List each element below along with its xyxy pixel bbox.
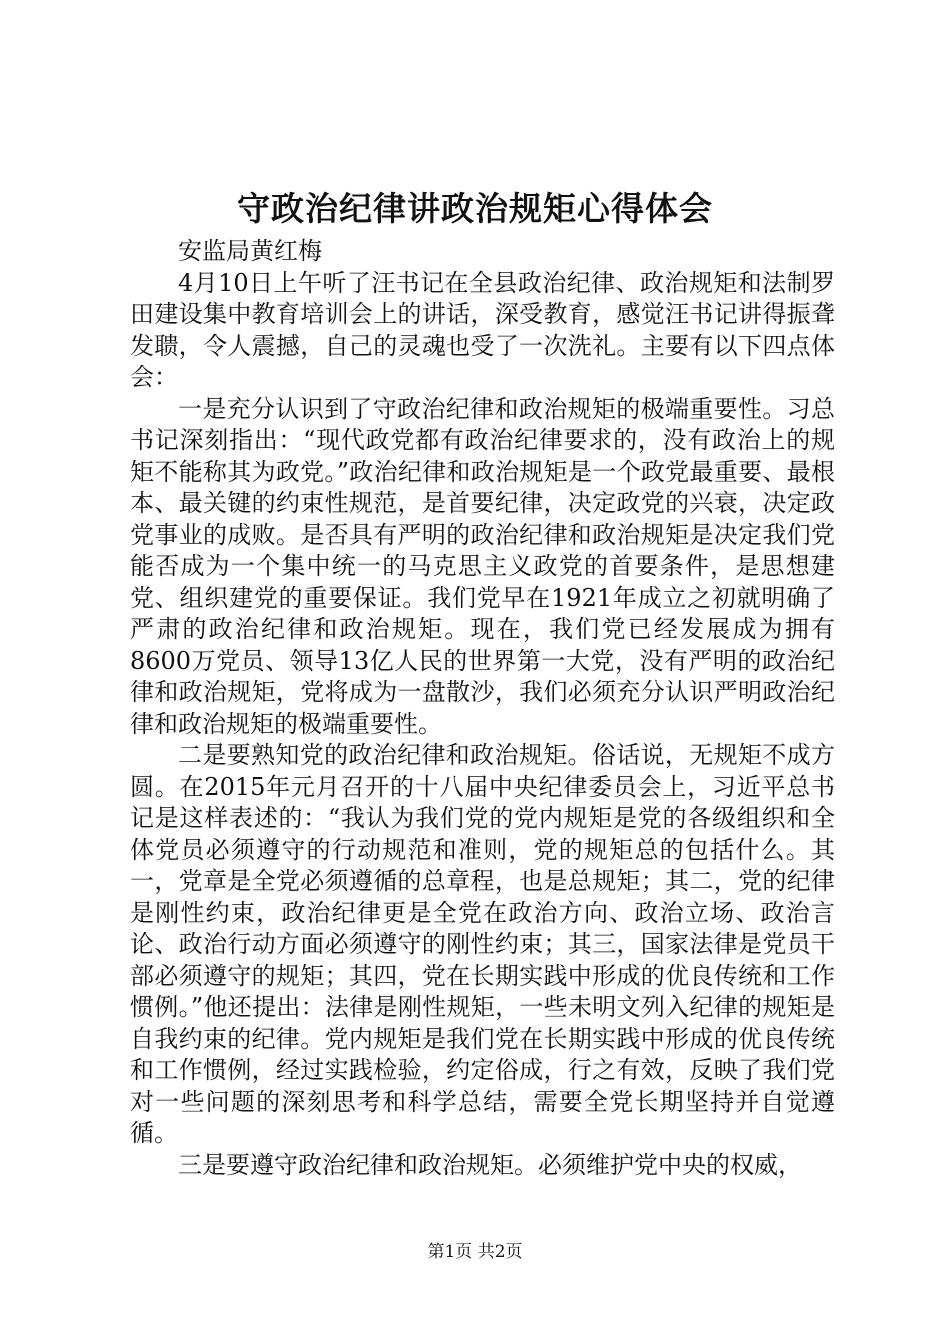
body-paragraph: 二是要熟知党的政治纪律和政治规矩。俗话说，无规矩不成方圆。在2015年元月召开的十八届中央纪律委员会上，习近平总书记是这样表述的：“我认为我们党的党内规矩是党的各级组织和全体党员必须遵守的行动规范和准则，党的规矩总的包括什么。其一，党章是全党必须遵循的总章程，也是总规矩；其二，党的纪律是刚性约束，政治纪律更是全党在政治方向、政治立场、政治言论、政治行动方面必须遵守的刚性约束；其三，国家法律是党员干部必须遵守的规矩；其四，党在长期实践中形成的优良传统和工作惯例。”他还提出：法律是刚性规矩，一些未明文列入纪律的规矩是自我约束的纪律。党内规矩是我们党在长期实践中形成的优良传统和工作惯例，经过实践检验，约定俗成，行之有效，反映了我们党对一些问题的深刻思考和科学总结，需要全党长期坚持并自觉遵循。 (130, 741, 835, 1147)
body-paragraph: 4月10日上午听了汪书记在全县政治纪律、政治规矩和法制罗田建设集中教育培训会上的讲话，深受教育，感觉汪书记讲得振聋发聩，令人震撼，自己的灵魂也受了一次洗礼。主要有以下四点体会： (130, 268, 835, 391)
document-title: 守政治纪律讲政治规矩心得体会 (237, 189, 713, 228)
author-line: 安监局黄红梅 (178, 237, 322, 265)
body-paragraph: 一是充分认识到了守政治纪律和政治规矩的极端重要性。习总书记深刻指出：“现代政党都有政治纪律要求的，没有政治上的规矩不能称其为政党。”政治纪律和政治规矩是一个政党最重要、最根本、最关键的约束性规范，是首要纪律，决定政党的兴衰，决定政党事业的成败。是否具有严明的政治纪律和政治规矩是决定我们党能否成为一个集中统一的马克思主义政党的首要条件，是思想建党、组织建党的重要保证。我们党早在1921年成立之初就明确了严肃的政治纪律和政治规矩。现在，我们党已经发展成为拥有8600万党员、领导13亿人民的世界第一大党，没有严明的政治纪律和政治规矩，党将成为一盘散沙，我们必须充分认识严明政治纪律和政治规矩的极端重要性。 (130, 394, 835, 738)
page-number-footer: 第1页 共2页 (427, 1242, 523, 1262)
body-paragraph: 三是要遵守政治纪律和政治规矩。必须维护党中央的权威， (178, 1150, 802, 1179)
document-body (130, 236, 835, 1181)
